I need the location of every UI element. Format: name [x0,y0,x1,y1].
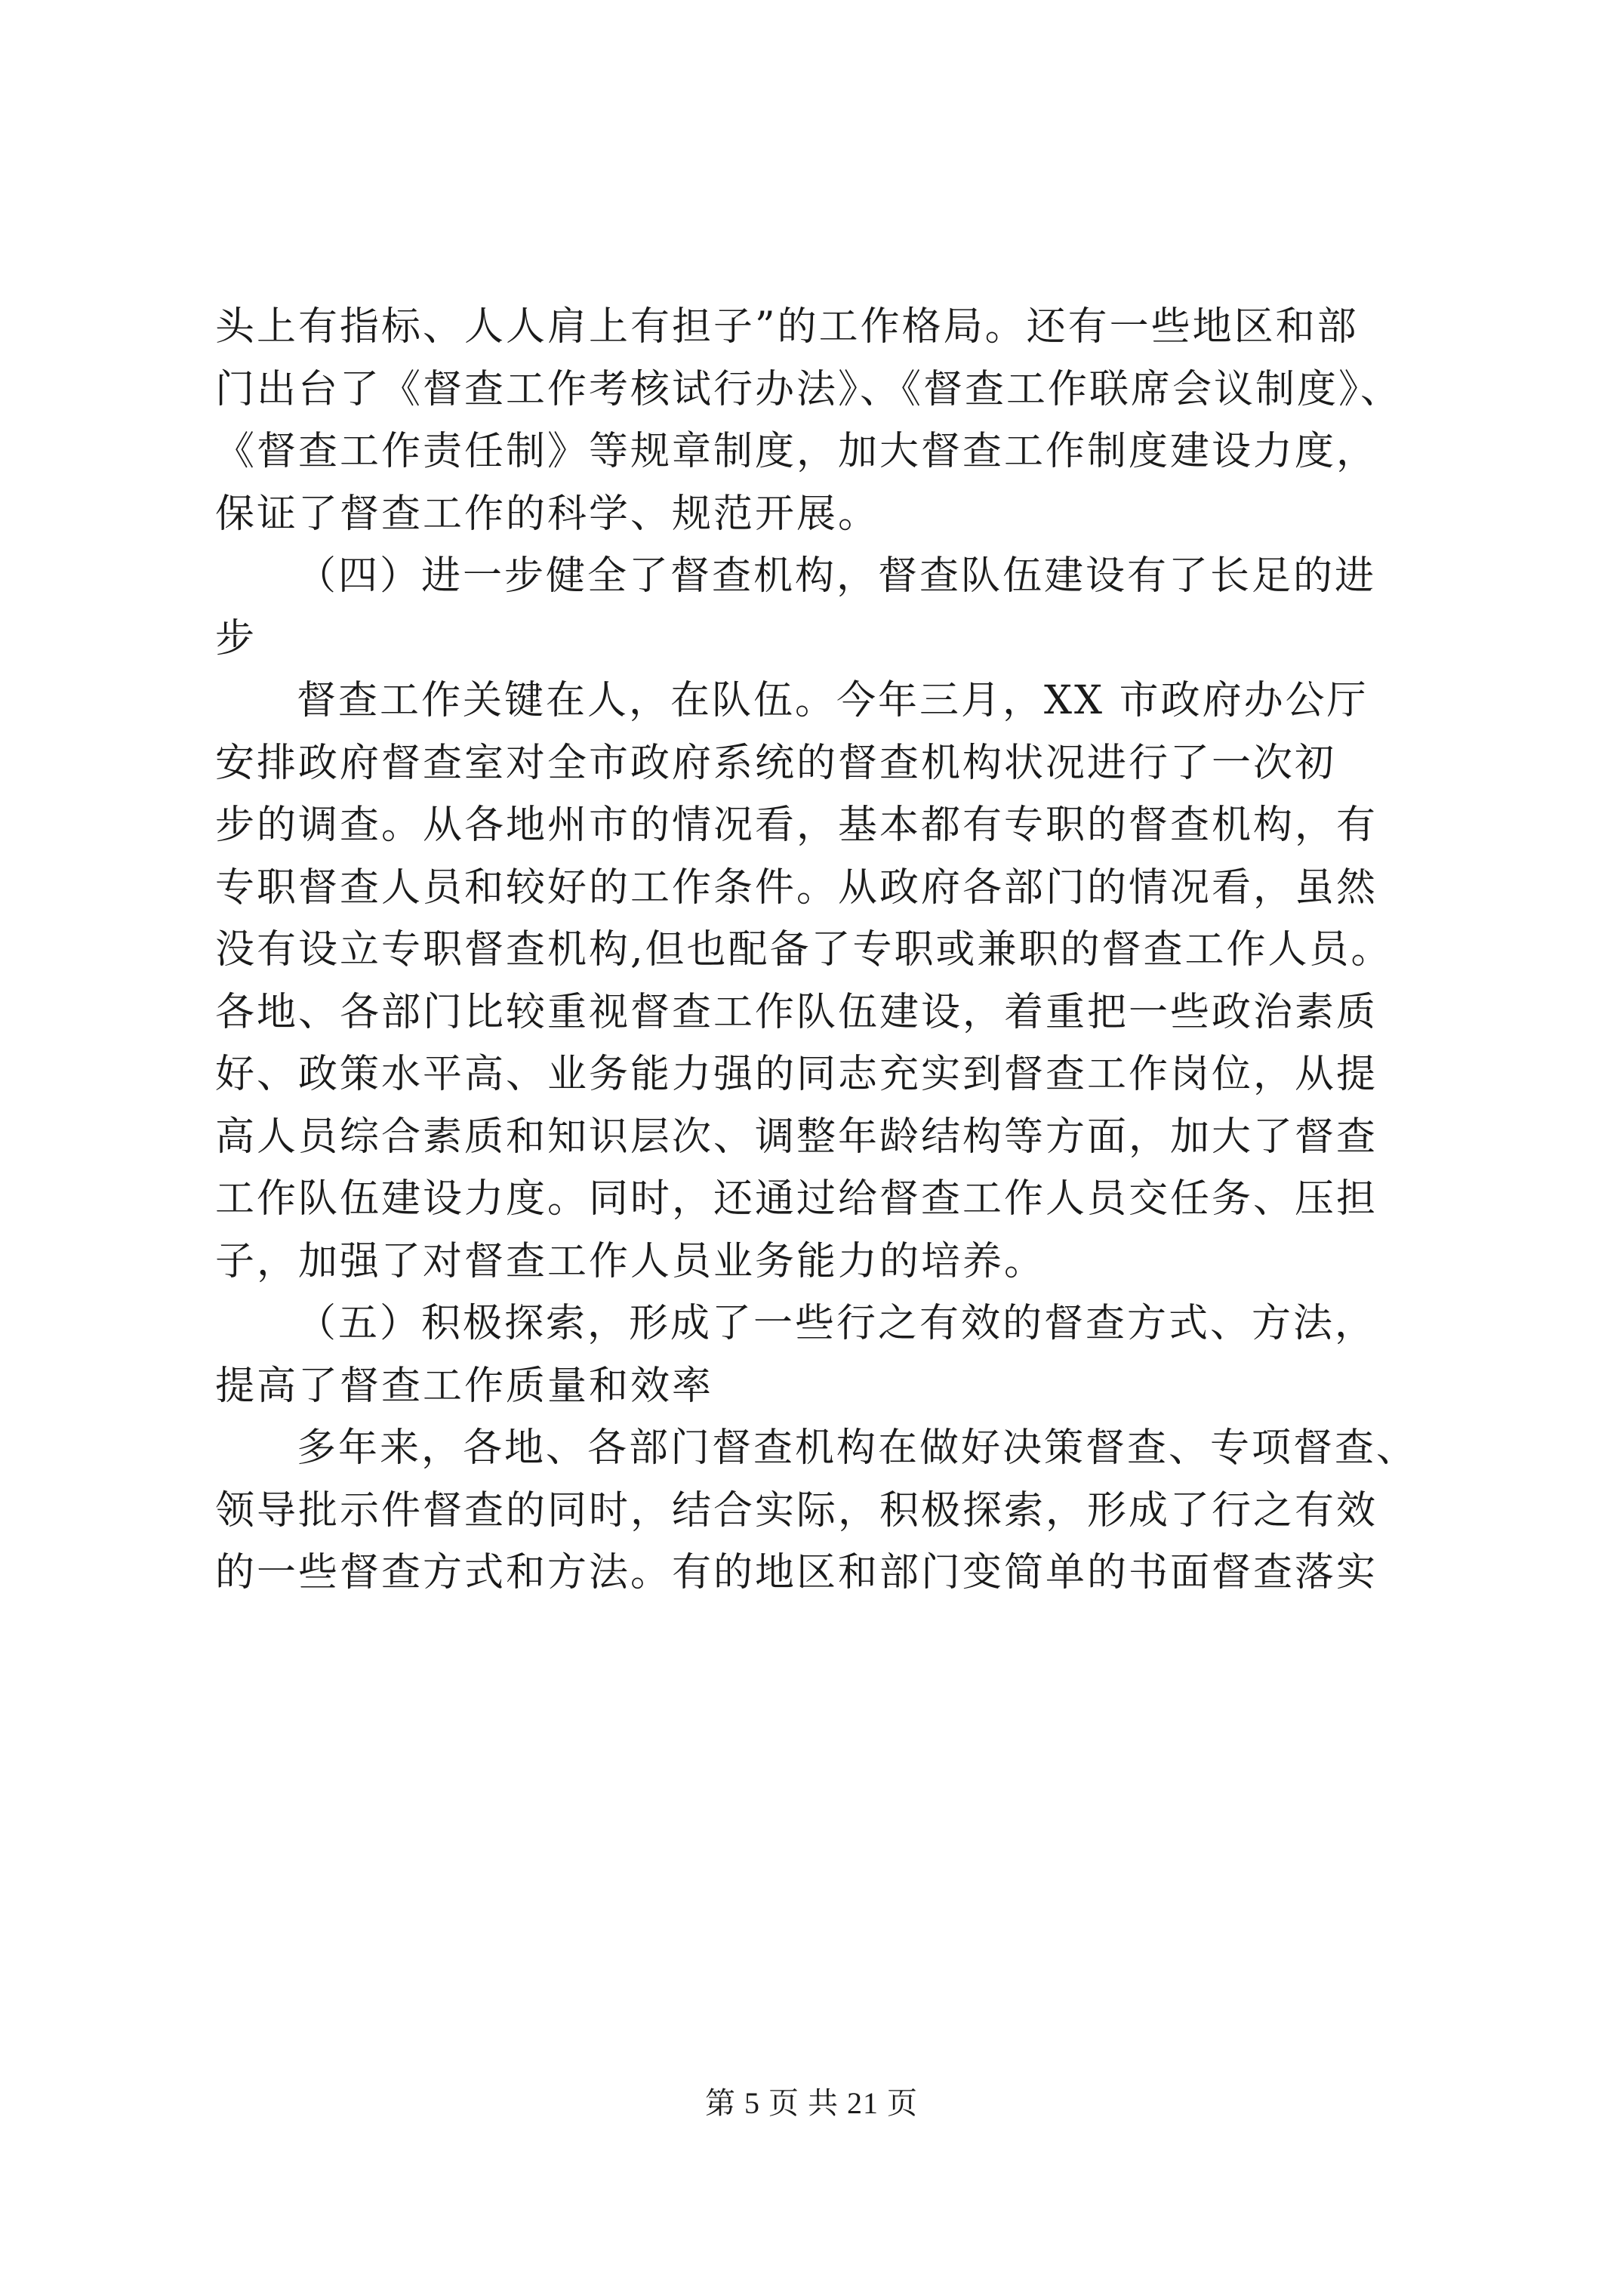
text-line: 专职督查人员和较好的工作条件。从政府各部门的情况看，虽然 [215,864,1378,911]
text-line: 好、政策水平高、业务能力强的同志充实到督查工作岗位，从提 [215,1052,1378,1097]
text-line: 的一些督查方式和方法。有的地区和部门变简单的书面督查落实 [215,1550,1378,1595]
text-line: 门出台了《督查工作考核试行办法》、《督查工作联席会议制度》、 [215,366,1403,412]
text-line: 多年来，各地、各部门督查机构在做好决策督查、专项督查、 [297,1425,1418,1471]
text-line: 工作队伍建设力度。同时，还通过给督查工作人员交任务、压担 [215,1176,1378,1222]
body-text [215,296,1419,1604]
text-line: 高人员综合素质和知识层次、调整年龄结构等方面，加大了督查 [215,1114,1378,1160]
section-heading-4-cont: 步 [215,615,257,661]
text-line: 头上有指标、人人肩上有担子”的工作格局。还有一些地区和部 [215,304,1359,350]
section-heading-5-cont: 提高了督查工作质量和效率 [215,1363,714,1409]
text-line: 各地、各部门比较重视督查工作队伍建设，着重把一些政治素质 [215,989,1378,1035]
section-heading-4: （四）进一步健全了督查机构，督查队伍建设有了长足的进 [297,553,1377,599]
text-line: 督查工作关键在人，在队伍。今年三月，XX 市政府办公厅 [297,678,1369,723]
text-line: 没有设立专职督查机构,但也配备了专职或兼职的督查工作人员。 [215,927,1393,972]
text-line: 步的调查。从各地州市的情况看，基本都有专职的督查机构，有 [215,803,1378,848]
text-line: 保证了督查工作的科学、规范开展。 [215,491,880,537]
text-line: 《督查工作责任制》等规章制度，加大督查工作制度建设力度， [215,429,1378,474]
text-line: 子，加强了对督查工作人员业务能力的培养。 [215,1238,1046,1284]
section-heading-5: （五）积极探索，形成了一些行之有效的督查方式、方法， [297,1301,1377,1346]
text-line: 安排政府督查室对全市政府系统的督查机构状况进行了一次初 [215,740,1337,786]
text-line: 领导批示件督查的同时，结合实际，积极探索，形成了行之有效 [215,1487,1378,1533]
page-number-footer: 第 5 页 共 21 页 [705,2086,918,2120]
